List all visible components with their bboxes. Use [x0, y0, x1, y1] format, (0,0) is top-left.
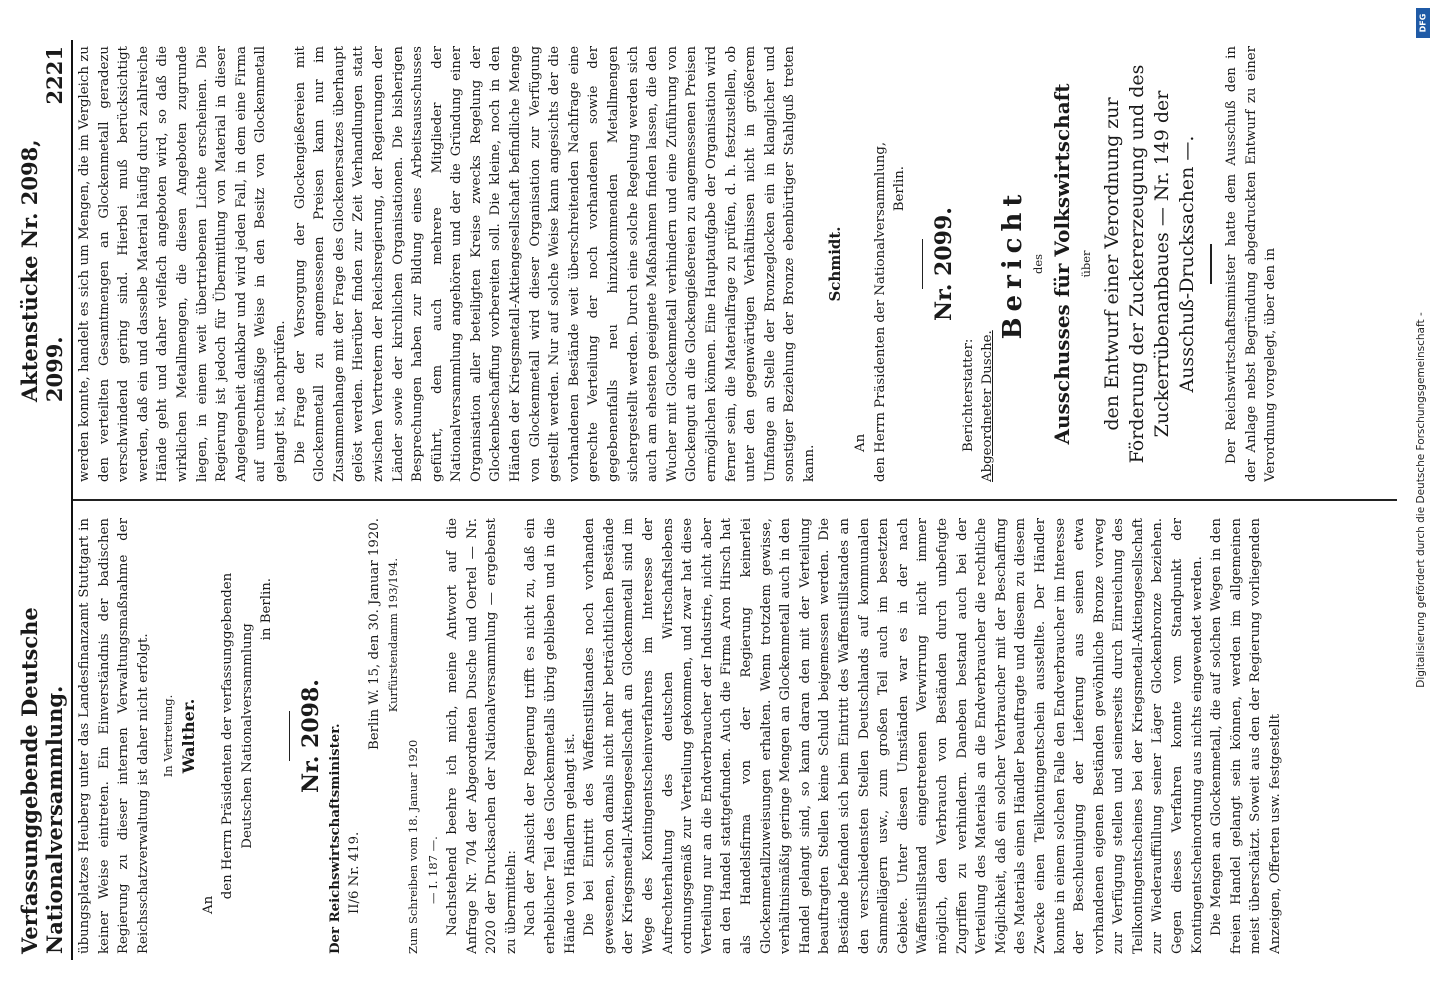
- header-center: Aktenstücke Nr. 2098, 2099.: [17, 139, 67, 403]
- page-number: 2221: [42, 46, 67, 105]
- column-divider: [73, 500, 1397, 502]
- address-an: An: [853, 433, 869, 452]
- paragraph: werden konnte, handelt es sich um Mengen, die im Vergleich zu den verteilten Gesamtmengen an Glockenmetall geradezu verschwindend gering sind. Hierbei muß berücksichtigt werden, daß ein und dasselbe Material häufig durch zahlreiche Hände geht und daher vielfach angeboten wird, so daß die wirklichen Metallmengen, die diesen Angeboten zugrunde liegen, in einem weit übertriebenen Lichte erscheinen. Die Regierung ist jedoch für Übermittlung von Material in dieser Angelegenheit dankbar und wird jeden Fall, in dem eine Firma auf unrechtmäßige Weise in den Besitz von Glockenmetall gelangt ist, nachprüfen.: [77, 46, 288, 482]
- address-an: An: [200, 895, 216, 914]
- right-column: [75, 46, 1397, 482]
- document-number: Nr. 2099.: [930, 207, 957, 321]
- address-line: in Berlin.: [259, 578, 275, 641]
- signature: Walther.: [178, 698, 198, 774]
- paragraph: Nachstehend beehre ich mich, meine Antwort auf die Anfrage Nr. 704 der Abgeordneten Dusche und Oertel — Nr. 2020 der Drucksachen der Nationalversammlung — ergebenst zu übermitteln:: [445, 518, 519, 954]
- separator-rule: [922, 239, 923, 289]
- paragraph: Die Mengen an Glockenmetall, die auf solchen Wegen in den freien Handel gelangt sein können, werden im allgemeinen meist überschätzt. Soweit aus den der Regierung vorliegenden Anzeigen, Offerten usw. festgestellt: [1209, 518, 1284, 954]
- ueber: über: [1078, 250, 1093, 278]
- committee-name: Ausschusses für Volkswirtschaft: [1049, 83, 1074, 445]
- reference: II/6 Nr. 419.: [347, 831, 363, 914]
- header-left: Verfassunggebende Deutsche Nationalversammlung.: [17, 607, 67, 954]
- place-date: Berlin W. 15, den 30. Januar 1920.: [366, 518, 382, 750]
- address-line: Deutschen Nationalversammlung: [239, 623, 255, 849]
- report-title: Bericht: [997, 188, 1028, 340]
- digitization-note: [1410, 0, 1432, 1000]
- street: Kurfürstendamm 193/194.: [386, 558, 401, 713]
- page-header: [17, 40, 73, 960]
- left-column: [75, 518, 1397, 954]
- dfg-logo: [1416, 8, 1430, 38]
- berichterstatter-name: Abgeordneter Dusche.: [980, 330, 996, 482]
- separator-rule: [1210, 244, 1212, 284]
- report-subject: den Entwurf einer Verordnung zur Förderung der Zuckererzeugung und des Zuckerrübenanbaues — Nr. 149 der Ausschuß-Drucksachen —.: [1101, 64, 1199, 464]
- des: des: [1031, 253, 1046, 275]
- paragraph: Die bei Eintritt des Waffenstillstandes noch vorhanden gewesenen, schon damals nicht mehr beträchtlichen Bestände der Kriegsmetall-Aktiengesellschaft an Glockenmetall sind im Wege des Kontingentscheinverfahrens im Interesse der Aufrechterhaltung des deutschen Wirtschaftslebens ordnungsgemäß zur Verteilung gekommen, und zwar hat diese Verteilung nur an die Endverbraucher der Industrie, nicht aber an den Handel stattgefunden. Auch die Firma Aron Hirsch hat als Handelsfirma von der Regierung keinerlei Glockenmetallzuweisungen erhalten. Wenn trotzdem gewisse, verhältnismäßig geringe Mengen an Glockenmetall auch in den Handel gelangt sind, so kann daran den mit der Verteilung beauftragten Stellen keine Schuld beigemessen werden. Die Bestände befanden sich beim Eintritt des Waffenstillstandes an den verschiedensten Stellen Deutschlands auf kommunalen Sammellägern usw., zum großen Teil auch im besetzten Gebiete. Unter diesen Umständen war es in der nach Waffenstillstand eingetretenen Verwirrung nicht immer möglich, den Verbrauch von Beständen durch unbefugte Zugriffen zu verhindern. Daneben bestand auch bei der Verteilung des Materials an die Endverbraucher die rechtliche Möglichkeit, daß ein solcher Verbraucher mit der Beschaffung des Materials einen Händler beauftragte und diesem zu diesem Zwecke einen Teilkontingentschein ausstellte. Der Händler konnte in einem solchen Falle den Endverbraucher im Interesse der Beschleunigung der Lieferung aus seinen etwa vorhandenen eigenen Beständen gewöhnliche Bronze vorweg zur Verfügung stellen und seinerseits durch Einreichung des Teilkontingentscheines bei der Kriegsmetall-Aktiengesellschaft zur Wiederauffüllung seiner Läger Glockenbronze beziehen. Gegen dieses Verfahren konnte vom Standpunkt der Kontingentscheinordnung aus nichts eingewendet werden.: [582, 518, 1205, 954]
- schreiben-ref: — I. 187 —.: [425, 836, 440, 904]
- vertretung: In Vertretung.: [161, 694, 176, 778]
- digitization-note-text: Digitalisierung gefördert durch die Deutsche Forschungsgemeinschaft -: [1415, 312, 1427, 688]
- paragraph: Der Reichswirtschaftsminister hatte dem Ausschuß den in der Anlage nebst Begründung abgedruckten Entwurf zu einer Verordnung vorgelegt, über den in: [1224, 46, 1279, 482]
- paragraph: Die Frage der Versorgung der Glockengießereien mit Glockenmetall zu angemessenen Preisen kann nur im Zusammenhange mit der Frage des Glockenersatzes überhaupt gelöst werden. Hierüber finden zur Zeit Verhandlungen statt zwischen Vertretern der Reichsregierung, der Regierungen der Länder sowie der kirchlichen Organisationen. Die bisherigen Besprechungen haben zur Bildung eines Arbeitsausschusses geführt, dem auch mehrere Mitglieder der Nationalversammlung angehören und der die Gründung einer Organisation aller beteiligten Kreise zwecks Regelung der Glockenbeschaffung vorbereiten soll. Die kleine, noch in den Händen der Kriegsmetall-Aktiengesellschaft befindliche Menge von Glockenmetall wird dieser Organisation zur Verfügung gestellt werden. Nur auf solche Weise kann angesichts der die vorhandenen Bestände weit überschreitenden Nachfrage eine gerechte Verteilung der noch vorhandenen sowie der gegebenenfalls neu hinzukommenden Metallmengen sichergestellt werden. Durch eine solche Regelung werden sich auch am ehesten geeignete Maßnahmen finden lassen, die den Wucher mit Glockenmetall verhindern und eine Zuführung von Glockengut an die Glockengießereien zu angemessenen Preisen ermöglichen können. Eine Hauptaufgabe der Organisation wird ferner sein, die Materialfrage zu prüfen, d. h. festzustellen, ob unter den gegenwärtigen Verhältnissen nicht in größerem Umfange an Stelle der Bronzeglocken ein in klanglicher und sonstiger Beziehung der Bronze ebenbürtiger Stahlguß treten kann.: [292, 46, 817, 482]
- ministry-heading: Der Reichswirtschaftsminister.: [327, 723, 343, 954]
- signature: Schmidt.: [825, 226, 844, 302]
- paragraph: Nach der Ansicht der Regierung trifft es nicht zu, daß ein erheblicher Teil des Glockenmetalls übrig geblieben und in die Hände von Händlern gelangt ist.: [523, 518, 578, 954]
- document-page: [17, 40, 1407, 960]
- dfg-logo-text: DFG: [1418, 13, 1428, 33]
- address-line: den Herrn Präsidenten der Nationalversammlung,: [872, 141, 888, 482]
- berichterstatter: Berichterstatter:: [960, 338, 976, 452]
- separator-rule: [289, 711, 290, 761]
- address-line: Berlin.: [892, 166, 908, 212]
- paragraph: übungsplatzes Heuberg unter das Landesfinanzamt Stuttgart in keiner Weise eintreten. Ein Einverständnis der badischen Regierung zu dieser internen Verwaltungsmaßnahme der Reichsschatzverwaltung ist daher nicht erfolgt.: [77, 518, 151, 954]
- document-number: Nr. 2098.: [297, 679, 324, 793]
- schreiben: Zum Schreiben vom 18. Januar 1920: [405, 739, 420, 954]
- address-line: den Herrn Präsidenten der verfassunggebenden: [220, 572, 236, 900]
